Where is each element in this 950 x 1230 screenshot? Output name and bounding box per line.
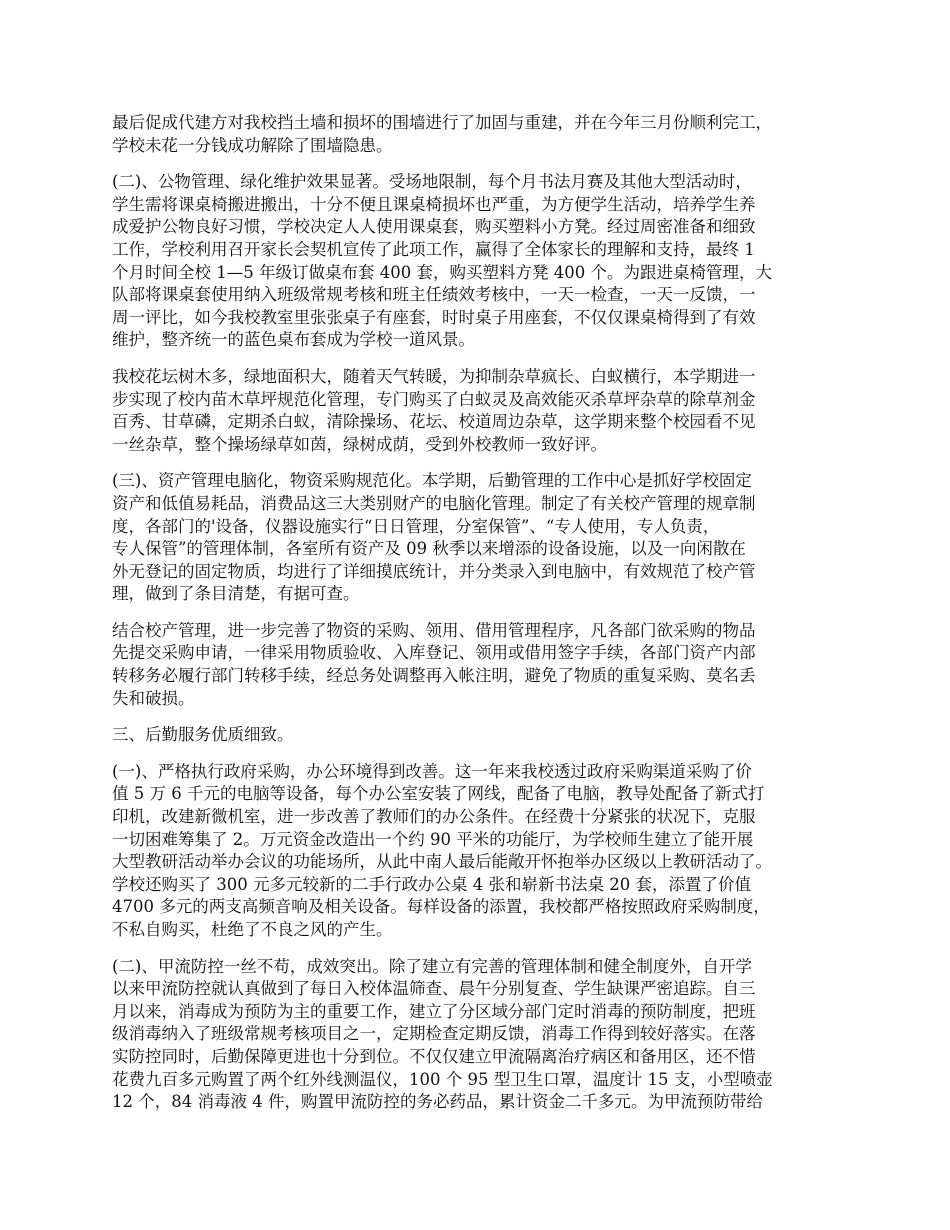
text-line: 步实现了校内苗木草坪规范化管理，专门购买了白蚁灵及高效能灭杀草坪杂草的除草剂金 (112, 389, 756, 409)
text-line: 工作，学校利用召开家长会契机宣传了此项工作，赢得了全体家长的理解和支持，最终 1 (112, 239, 755, 259)
text-line: 级消毒纳入了班级常规考核项目之一，定期检查定期反馈，消毒工作得到较好落实。在落 (112, 1024, 756, 1044)
section-heading-logistics-service (112, 724, 838, 747)
text-line: 成爱护公物良好习惯，学校决定人人使用课桌套，购买塑料小方凳。经过周密准备和细致 (112, 217, 756, 237)
paragraph-government-procurement (112, 761, 838, 942)
text-line: 以来甲流防控就认真做到了每日入校体温筛查、晨午分别复查、学生缺课严密追踪。自三 (112, 979, 756, 999)
text-line: 转移务必履行部门转移手续，经总务处调整再入帐注明，避免了物质的重复采购、莫名丢 (112, 666, 756, 686)
paragraph-procurement-procedure (112, 620, 838, 710)
text-line: 周一评比，如今我校教室里张张桌子有座套，时时桌子用座套，不仅仅课桌椅得到了有效 (112, 307, 756, 327)
text-line: 一丝杂草，整个操场绿草如茵，绿树成荫，受到外校教师一致好评。 (112, 434, 607, 454)
text-line: 专人保管”的管理体制，各室所有资产及 09 秋季以来增添的设备设施，以及一向闲散在 (112, 539, 746, 559)
text-line: 学校未花一分钱成功解除了围墙隐患。 (112, 135, 393, 155)
document-page (112, 112, 838, 1128)
text-line: 三、后勤服务优质细致。 (112, 725, 294, 745)
paragraph-public-property (112, 171, 838, 352)
text-line: 一切困难筹集了 2。万元资金改造出一个约 90 平米的功能厅，为学校师生建立了能开展 (112, 829, 754, 849)
text-line: 百秀、甘草磷，定期杀白蚁，清除操场、花坛、校道周边杂草，这学期来整个校园看不见 (112, 412, 756, 432)
text-line: 印机，改建新微机室，进一步改善了教师们的办公条件。在经费十分紧张的状况下，克服 (112, 807, 756, 827)
text-line: 月以来，消毒成为预防为主的重要工作，建立了分区域分部门定时消毒的预防制度，把班 (112, 1001, 756, 1021)
text-line: 结合校产管理，进一步完善了物资的采购、领用、借用管理程序，凡各部门欲采购的物品 (112, 620, 756, 640)
text-line: 12 个，84 消毒液 4 件，购置甲流防控的务必药品，累计资金二千多元。为甲流预防带给 (112, 1092, 763, 1112)
text-line: 最后促成代建方对我校挡土墙和损坏的围墙进行了加固与重建，并在今年三月份顺利完工， (112, 113, 772, 132)
text-line: 先提交采购申请，一律采用物质验收、入库登记、领用或借用签字手续，各部门资产内部 (112, 643, 756, 663)
text-line: (一)、严格执行政府采购，办公环境得到改善。这一年来我校透过政府采购渠道采购了价 (112, 761, 752, 781)
text-line: 学生需将课桌椅搬进搬出，十分不便且课桌椅损坏也严重，为方便学生活动，培养学生养 (112, 194, 756, 214)
text-line: 外无登记的固定物质，均进行了详细摸底统计，并分类录入到电脑中，有效规范了校产管 (112, 561, 756, 581)
paragraph-greening (112, 366, 838, 456)
text-line: 4700 多元的两支高频音响及相关设备。每样设备的添置，我校都严格按照政府采购制度， (112, 897, 770, 917)
text-line: 失和破损。 (112, 688, 195, 708)
text-line: (二)、甲流防控一丝不苟，成效突出。除了建立有完善的管理体制和健全制度外，自开学 (112, 956, 752, 976)
text-line: (三)、资产管理电脑化，物资采购规范化。本学期，后勤管理的工作中心是抓好学校固定 (112, 471, 752, 491)
text-line: 资产和低值易耗品，消费品这三大类别财产的电脑化管理。制定了有关校产管理的规章制 (112, 493, 756, 513)
text-line: 值 5 万 6 千元的电脑等设备，每个办公室安装了网线，配备了电脑，教导处配备了新式打 (112, 784, 765, 804)
text-line: 实防控同时，后勤保障更进也十分到位。不仅仅建立甲流隔离治疗病区和备用区，还不惜 (112, 1046, 756, 1066)
text-line: (二)、公物管理、绿化维护效果显著。受场地限制，每个月书法月赛及其他大型活动时， (112, 172, 752, 192)
paragraph-retaining-wall (112, 112, 838, 157)
text-line: 学校还购买了 300 元多元较新的二手行政办公桌 4 张和崭新书法桌 20 套，添置了价值 (112, 874, 751, 894)
text-line: 理，做到了条目清楚，有据可查。 (112, 584, 360, 604)
text-line: 个月时间全校 1—5 年级订做桌布套 400 套，购买塑料方凳 400 个。为跟进桌椅管理，大 (112, 262, 772, 282)
text-line: 不私自购买，杜绝了不良之风的产生。 (112, 920, 393, 939)
text-line: 我校花坛树木多，绿地面积大，随着天气转暖，为抑制杂草疯长、白蚁横行，本学期进一 (112, 366, 756, 386)
text-line: 队部将课桌套使用纳入班级常规考核和班主任绩效考核中，一天一检查，一天一反馈，一 (112, 285, 756, 305)
paragraph-flu-prevention (112, 956, 838, 1114)
text-line: 大型教研活动举办会议的功能场所，从此中南人最后能敞开怀抱举办区级以上教研活动了。 (112, 852, 772, 872)
text-line: 度，各部门的'设备，仪器设施实行“日日管理，分室保管”、“专人使用，专人负责， (112, 516, 720, 536)
text-line: 维护，整齐统一的蓝色桌布套成为学校一道风景。 (112, 330, 475, 350)
paragraph-asset-management (112, 470, 838, 606)
text-line: 花费九百多元购置了两个红外线测温仪，100 个 95 型卫生口罩，温度计 15 支，小型喷壶 (112, 1069, 773, 1089)
